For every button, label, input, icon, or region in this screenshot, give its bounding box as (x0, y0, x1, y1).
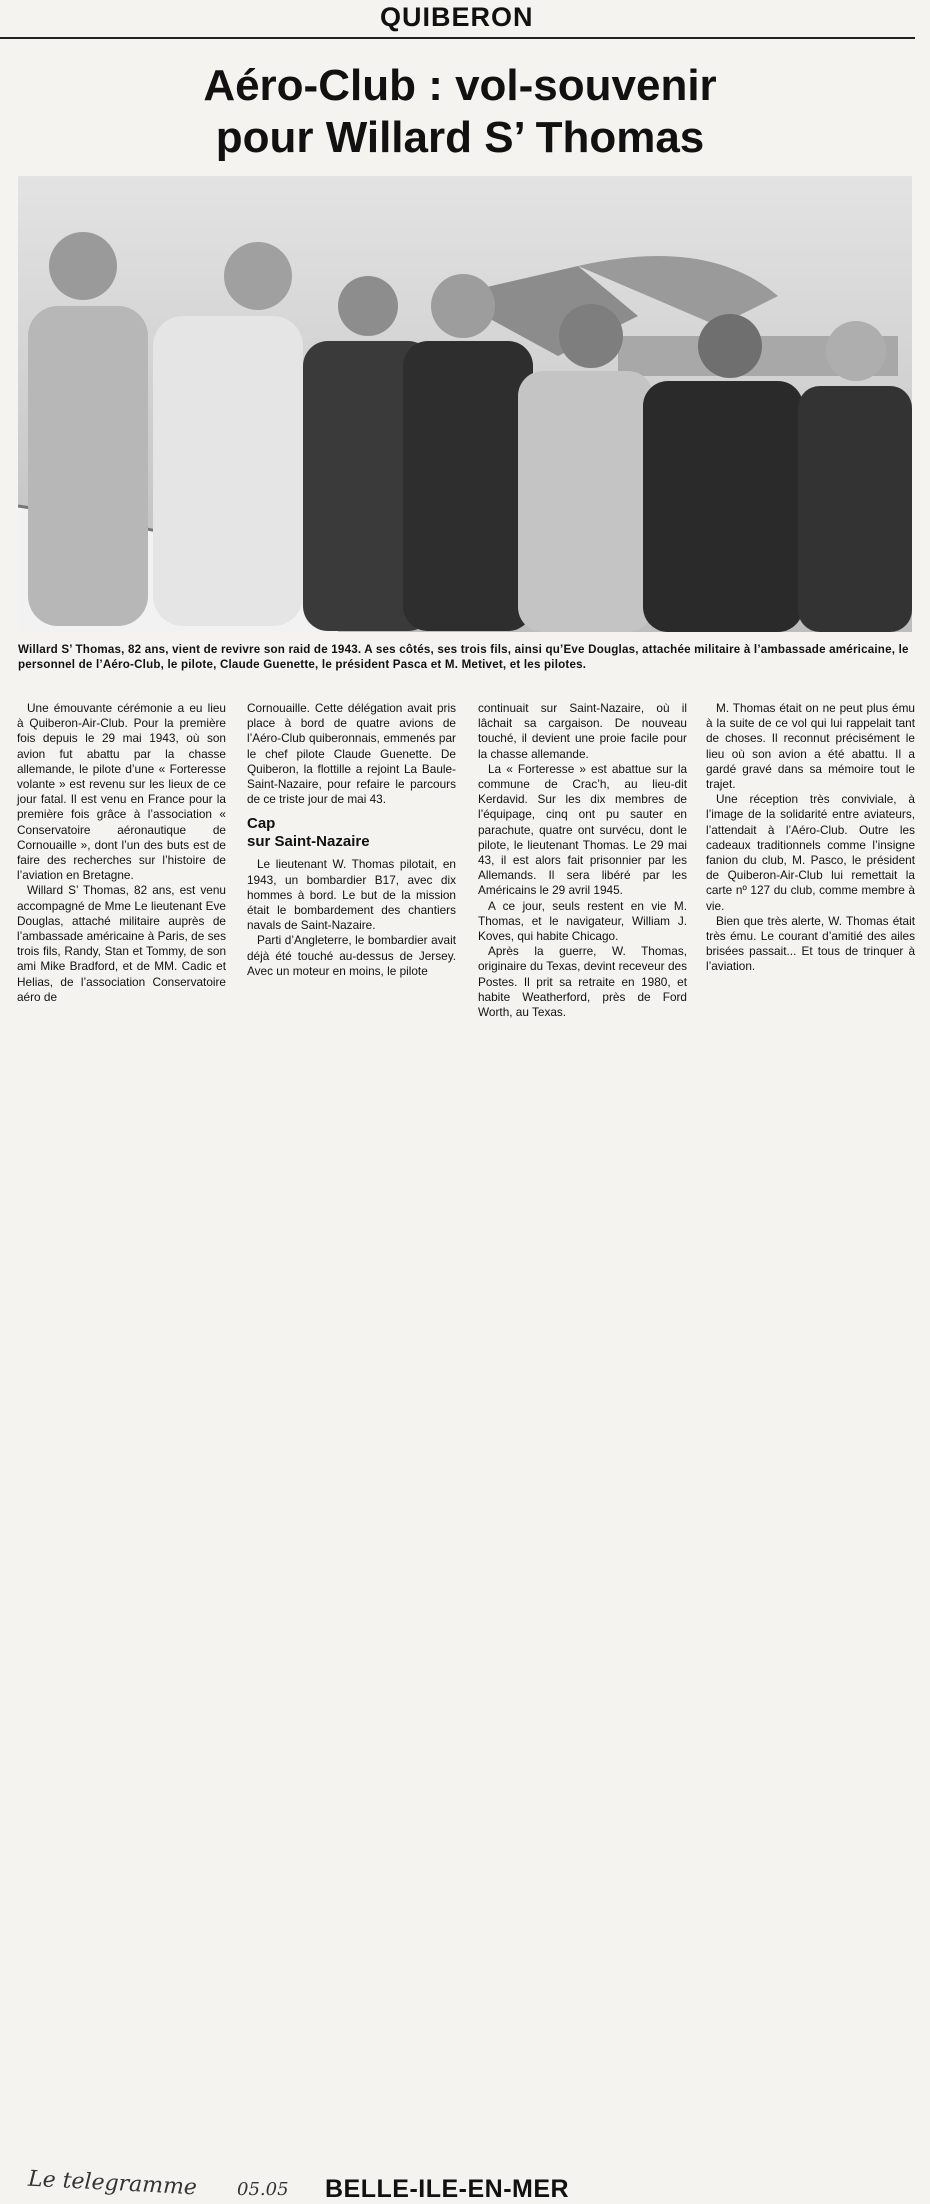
subheading-line-2: sur Saint-Nazaire (247, 833, 370, 851)
subheading-line-1: Cap (247, 815, 276, 833)
article-column-1 (17, 701, 226, 1005)
paragraph: Une émouvante cérémonie a eu lieu à Quiberon-Air-Club. Pour la première fois depuis le 29 mai 1943, où son avion fut abattu par la chasse allemande, le pilote d’une « Forteresse volante » est revenu sur les lieux de ce jour fatal. Il est venu en France pour la première fois grâce à l’association « Conservatoire aéronautique de Cornouaille », dont l’un des buts est de faire des recherches sur l’histoire de l’aviation en Bretagne. (17, 701, 226, 883)
headline (60, 60, 860, 164)
paragraph: Le lieutenant W. Thomas pilotait, en 1943, un bombardier B17, avec dix hommes à bord. Le but de la mission était le bombardement des chantiers navals de Saint-Nazaire. (247, 857, 456, 933)
paragraph: Parti d’Angleterre, le bombardier avait déjà été touché au-dessus de Jersey. Avec un moteur en moins, le pilote (247, 933, 456, 978)
section-label: QUIBERON (380, 2, 534, 32)
headline-line-2: pour Willard S’ Thomas (215, 113, 705, 162)
paragraph: Une réception très conviviale, à l’image de la solidarité entre aviateurs, l’attendait à l’Aéro-Club. Outre les cadeaux traditionnels comme l’insigne fanion du club, M. Pasco, le président de Quiberon-Air-Club lui remettait la carte nº 127 du club, comme membre à vie. (706, 792, 915, 913)
paragraph: La « Forteresse » est abattue sur la commune de Crac’h, au lieu-dit Kerdavid. Sur les dix membres de l’équipage, cinq ont pu sauter en parachute, quatre ont survécu, dont le pilote, le lieutenant Thomas. Le 29 mai 43, il est alors fait prisonnier par les Allemands. Il sera libéré par les Américains le 29 avril 1945. (478, 761, 687, 898)
paragraph: M. Thomas était on ne peut plus ému à la suite de ce vol qui lui rappelait tant de choses. Il reconnut précisément le lieu où son avion a été abattu. Il a gardé gravé dans sa mémoire tout le trajet. (706, 701, 915, 792)
photo-caption: Willard S’ Thomas, 82 ans, vient de revivre son raid de 1943. A ses côtés, ses trois fils, ainsi qu’Eve Douglas, attachée militaire à l’ambassade américaine, le personnel de l’Aéro-Club, le pilote, Claude Guenette, le président Pasca et M. Metivet, et les pilotes. (18, 643, 909, 671)
footer-section-label: BELLE-ILE-EN-MER (325, 2175, 570, 2203)
handwritten-date: 05.05 (237, 2179, 289, 2200)
article-column-4 (706, 701, 915, 975)
header-rule (0, 37, 915, 39)
paragraph: A ce jour, seuls restent en vie M. Thomas, et le navigateur, William J. Koves, qui habite Chicago. (478, 898, 687, 944)
paragraph: Après la guerre, W. Thomas, originaire du Texas, devint receveur des Postes. Il prit sa retraite en 1980, et habite Weatherford, près de Ford Worth, au Texas. (478, 944, 687, 1020)
photo-illustration (18, 176, 912, 632)
section-header (0, 0, 930, 40)
paragraph: continuait sur Saint-Nazaire, où il lâchait sa cargaison. De nouveau touché, il devient une proie facile pour la chasse allemande. (478, 701, 687, 761)
article-column-3 (478, 701, 687, 1020)
handwritten-note: Le telegramme (27, 2166, 198, 2201)
paragraph: Bien que très alerte, W. Thomas était très ému. Le courant d’amitié des ailes brisées passait... Et tous de trinquer à l’aviation. (706, 913, 915, 974)
news-photo (18, 176, 912, 632)
page-footer (0, 1083, 930, 2203)
paragraph: Cornouaille. Cette délégation avait pris place à bord de quatre avions de l’Aéro-Club quiberonnais, emmenés par le chef pilote Claude Guenette. De Quiberon, la flottille a rejoint La Baule-Saint-Nazaire, pour refaire le parcours de ce triste jour de mai 43. (247, 701, 456, 807)
headline-line-1: Aéro-Club : vol-souvenir (203, 61, 717, 110)
article-column-2 (247, 701, 456, 979)
subheading (247, 815, 456, 851)
paragraph: Willard S’ Thomas, 82 ans, est venu accompagné de Mme Le lieutenant Eve Douglas, attaché militaire auprès de l’ambassade américaine à Paris, de ses trois fils, Randy, Stan et Tommy, de son ami Mike Bradford, et de MM. Cadic et Helias, de l’association Conservatoire aéro de (17, 883, 226, 1004)
